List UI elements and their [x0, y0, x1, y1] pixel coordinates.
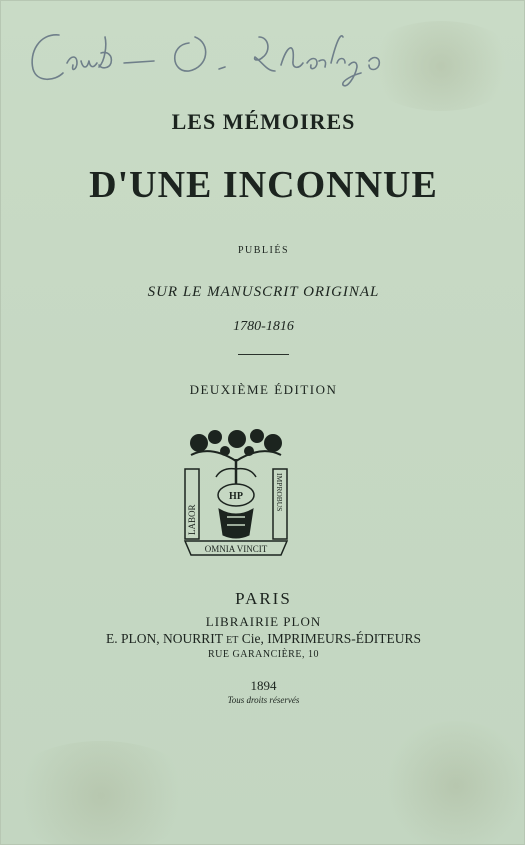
address: RUE GARANCIÈRE, 10	[208, 649, 319, 660]
year: 1894	[250, 678, 277, 693]
handwritten-signature	[19, 23, 419, 93]
publisher-name: LIBRAIRIE PLON	[205, 614, 322, 629]
printer-et: ET	[226, 635, 239, 646]
rights-notice: Tous droits réservés	[227, 695, 300, 705]
emblem-monogram: HP	[229, 491, 243, 502]
source-line: SUR LE MANUSCRIT ORIGINAL	[147, 284, 380, 300]
paper-stain	[381, 721, 525, 845]
emblem-bottom-ribbon: OMNIA VINCIT	[204, 544, 268, 554]
edition-label: DEUXIÈME ÉDITION	[189, 382, 338, 397]
publisher-emblem	[181, 429, 291, 559]
paper-stain	[1, 741, 201, 845]
printer-name: E. PLON, NOURRIT	[106, 631, 223, 646]
emblem-left-ribbon: LABOR	[187, 504, 197, 535]
date-range: 1780-1816	[233, 319, 294, 334]
printer-line	[1, 631, 525, 647]
title-line-2: D'UNE INCONNUE	[89, 164, 438, 206]
divider-rule	[238, 354, 289, 355]
title-line-1: LES MÉMOIRES	[171, 109, 356, 134]
published-label: PUBLIÉS	[237, 245, 290, 256]
emblem-right-ribbon: IMPROBUS	[275, 473, 284, 512]
city: PARIS	[235, 589, 292, 608]
printer-tail: , IMPRIMEURS-ÉDITEURS	[260, 631, 421, 646]
printer-co: Cie	[241, 631, 261, 646]
